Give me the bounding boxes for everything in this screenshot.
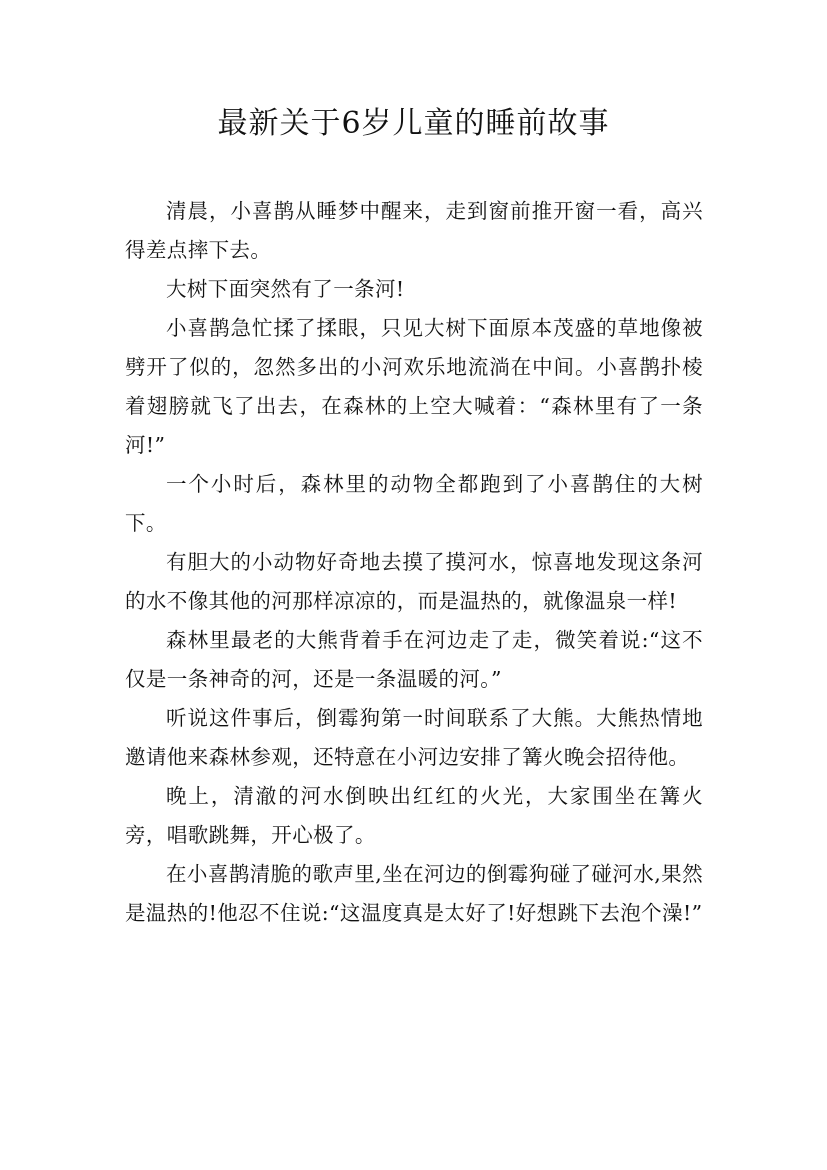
paragraph: 听说这件事后，倒霉狗第一时间联系了大熊。大熊热情地邀请他来森林参观，还特意在小河边安排了篝火晚会招待他。 <box>125 706 703 769</box>
document-body <box>125 192 703 933</box>
paragraph: 小喜鹊急忙揉了揉眼，只见大树下面原本茂盛的草地像被劈开了似的，忽然多出的小河欢乐地流淌在中间。小喜鹊扑棱着翅膀就飞了出去，在森林的上空大喊着：“森林里有了一条河!” <box>125 316 703 457</box>
paragraph: 晚上，清澈的河水倒映出红红的火光，大家围坐在篝火旁，唱歌跳舞，开心极了。 <box>125 784 703 847</box>
paragraph: 有胆大的小动物好奇地去摸了摸河水，惊喜地发现这条河的水不像其他的河那样凉凉的，而是温热的，就像温泉一样! <box>125 550 703 613</box>
paragraph: 大树下面突然有了一条河! <box>166 277 405 301</box>
paragraph: 一个小时后，森林里的动物全都跑到了小喜鹊住的大树下。 <box>125 472 703 535</box>
paragraph: 在小喜鹊清脆的歌声里,坐在河边的倒霉狗碰了碰河水,果然是温热的!他忍不住说:“这温度真是太好了!好想跳下去泡个澡!” <box>125 862 703 925</box>
paragraph: 森林里最老的大熊背着手在河边走了走，微笑着说:“这不仅是一条神奇的河，还是一条温暖的河。” <box>125 628 703 691</box>
paragraph: 清晨，小喜鹊从睡梦中醒来，走到窗前推开窗一看，高兴得差点摔下去。 <box>125 199 703 262</box>
document-title: 最新关于6岁儿童的睡前故事 <box>217 106 610 141</box>
